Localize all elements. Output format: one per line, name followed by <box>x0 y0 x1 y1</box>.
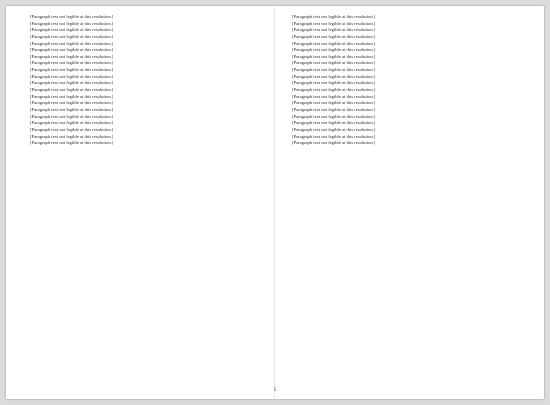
paragraph: [Paragraph text not legible at this resolution.] <box>30 60 114 66</box>
right-page <box>282 14 530 385</box>
paragraph: [Paragraph text not legible at this resolution.] <box>30 93 114 99</box>
paragraph: [Paragraph text not legible at this resolution.] <box>30 106 114 112</box>
paragraph: [Paragraph text not legible at this resolution.] <box>292 140 376 146</box>
paragraph: [Paragraph text not legible at this resolution.] <box>292 60 376 66</box>
paragraph: [Paragraph text not legible at this resolution.] <box>30 20 114 26</box>
paragraph: [Paragraph text not legible at this resolution.] <box>30 80 114 86</box>
book-spread <box>6 6 544 399</box>
paragraph: [Paragraph text not legible at this resolution.] <box>30 73 114 79</box>
page-gutter <box>274 6 275 399</box>
paragraph: [Paragraph text not legible at this resolution.] <box>292 106 376 112</box>
paragraph: [Paragraph text not legible at this resolution.] <box>292 33 376 39</box>
paragraph: [Paragraph text not legible at this resolution.] <box>30 67 114 73</box>
paragraph: [Paragraph text not legible at this resolution.] <box>30 113 114 119</box>
paragraph: [Paragraph text not legible at this resolution.] <box>30 133 114 139</box>
paragraph: [Paragraph text not legible at this resolution.] <box>30 53 114 59</box>
left-page <box>20 14 268 385</box>
paragraph: [Paragraph text not legible at this resolution.] <box>292 126 376 132</box>
paragraph: [Paragraph text not legible at this resolution.] <box>292 113 376 119</box>
paragraph: [Paragraph text not legible at this resolution.] <box>292 27 376 33</box>
paragraph: [Paragraph text not legible at this resolution.] <box>30 100 114 106</box>
paragraph: [Paragraph text not legible at this resolution.] <box>292 40 376 46</box>
paragraph: [Paragraph text not legible at this resolution.] <box>30 120 114 126</box>
paragraph: [Paragraph text not legible at this resolution.] <box>30 33 114 39</box>
paragraph: [Paragraph text not legible at this resolution.] <box>30 40 114 46</box>
page-number: 5 <box>273 388 277 393</box>
paragraph: [Paragraph text not legible at this resolution.] <box>292 100 376 106</box>
paragraph: [Paragraph text not legible at this resolution.] <box>292 133 376 139</box>
paragraph: [Paragraph text not legible at this resolution.] <box>292 80 376 86</box>
paragraph: [Paragraph text not legible at this resolution.] <box>292 53 376 59</box>
paragraph: [Paragraph text not legible at this resolution.] <box>292 87 376 93</box>
paragraph: [Paragraph text not legible at this resolution.] <box>30 87 114 93</box>
paragraph: [Paragraph text not legible at this resolution.] <box>30 27 114 33</box>
right-column <box>282 14 530 147</box>
paragraph: [Paragraph text not legible at this resolution.] <box>292 20 376 26</box>
paragraph: [Paragraph text not legible at this resolution.] <box>292 67 376 73</box>
left-column <box>20 14 268 147</box>
paragraph: [Paragraph text not legible at this resolution.] <box>30 140 114 146</box>
paragraph: [Paragraph text not legible at this resolution.] <box>292 93 376 99</box>
paragraph: [Paragraph text not legible at this resolution.] <box>30 14 114 19</box>
paragraph: [Paragraph text not legible at this resolution.] <box>292 47 376 53</box>
paragraph: [Paragraph text not legible at this resolution.] <box>30 47 114 53</box>
paragraph: [Paragraph text not legible at this resolution.] <box>30 126 114 132</box>
paragraph: [Paragraph text not legible at this resolution.] <box>292 120 376 126</box>
paragraph: [Paragraph text not legible at this resolution.] <box>292 14 376 19</box>
paragraph: [Paragraph text not legible at this resolution.] <box>292 73 376 79</box>
